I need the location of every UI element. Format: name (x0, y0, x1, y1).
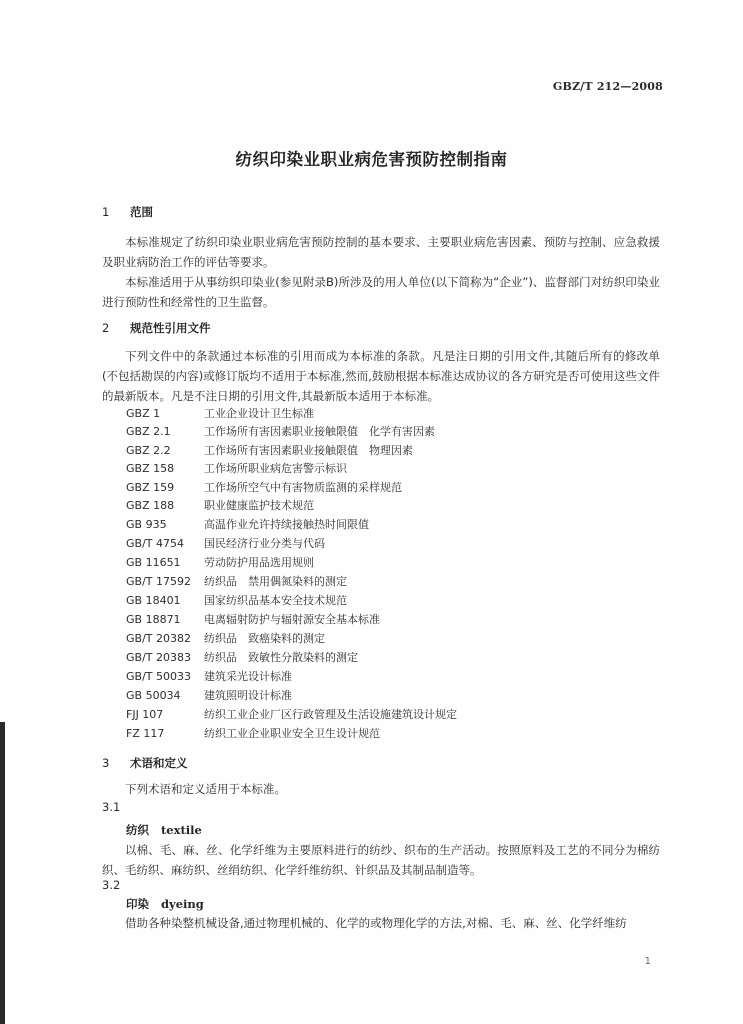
reference-code: GB 18401 (126, 594, 181, 607)
reference-title: 职业健康监护技术规范 (204, 499, 314, 512)
reference-item (126, 650, 358, 665)
section-2-paragraph: 下列文件中的条款通过本标准的引用而成为本标准的条款。凡是注日期的引用文件,其随后所有的修改单(不包括勘误的内容)或修订版均不适用于本标准,然而,鼓励根据本标准达成协议的各方研究是否可使用这些文件的最新版本。凡是不注日期的引用文件,其最新版本适用于本标准。 (102, 349, 660, 403)
term-chinese: 纺织 (126, 823, 149, 837)
reference-code: GB/T 20383 (126, 651, 191, 664)
reference-item (126, 593, 347, 608)
reference-item (126, 480, 402, 495)
page-number: 1 (644, 956, 651, 967)
reference-item (126, 555, 314, 570)
reference-title: 工作场所空气中有害物质监测的采样规范 (204, 481, 402, 494)
term-definition: 以棉、毛、麻、丝、化学纤维为主要原料进行的纺纱、织布的生产活动。按照原料及工艺的不同分为棉纺织、毛纺织、麻纺织、丝绢纺织、化学纤维纺织、针织品及其制品制造等。 (102, 843, 660, 877)
standard-number: GBZ/T 212—2008 (552, 80, 663, 93)
reference-item (126, 517, 369, 532)
term-number: 3.2 (102, 878, 121, 892)
reference-title: 纺织工业企业职业安全卫生设计规范 (204, 727, 380, 740)
section-number: 2 (102, 321, 110, 335)
scan-edge-shadow (0, 722, 5, 1024)
reference-title: 高温作业允许持续接触热时间限值 (204, 518, 369, 531)
section-title: 术语和定义 (130, 756, 188, 770)
document-title: 纺织印染业职业病危害预防控制指南 (235, 150, 508, 169)
reference-title: 建筑照明设计标准 (204, 689, 292, 702)
term-number: 3.1 (102, 800, 121, 814)
reference-title: 国民经济行业分类与代码 (204, 537, 325, 550)
reference-title: 工作场所有害因素职业接触限值 物理因素 (204, 444, 413, 457)
reference-code: GBZ 1 (126, 407, 161, 420)
reference-item (126, 707, 457, 722)
term-definition: 借助各种染整机械设备,通过物理机械的、化学的或物理化学的方法,对棉、毛、麻、丝、化学纤维纺 (125, 916, 627, 930)
reference-item (126, 406, 314, 421)
reference-title: 纺织品 致癌染料的测定 (204, 632, 325, 645)
reference-item (126, 726, 380, 741)
section-2-heading (102, 320, 211, 336)
reference-code: FZ 117 (126, 727, 165, 740)
term-heading (126, 896, 204, 912)
reference-title: 国家纺织品基本安全技术规范 (204, 594, 347, 607)
reference-code: GBZ 158 (126, 462, 175, 475)
term-english: textile (161, 823, 202, 837)
reference-item (126, 574, 347, 589)
reference-code: GBZ 188 (126, 499, 175, 512)
section-number: 3 (102, 756, 110, 770)
reference-title: 建筑采光设计标准 (204, 670, 292, 683)
section-title: 规范性引用文件 (130, 321, 211, 335)
reference-item (126, 424, 435, 439)
reference-code: GB 11651 (126, 556, 181, 569)
reference-code: GB 18871 (126, 613, 181, 626)
reference-title: 工作场所职业病危害警示标识 (204, 462, 347, 475)
reference-code: GB 50034 (126, 689, 181, 702)
reference-code: GB/T 50033 (126, 670, 191, 683)
section-title: 范围 (130, 205, 153, 219)
section-3-heading (102, 755, 188, 771)
reference-title: 电离辐射防护与辐射源安全基本标准 (204, 613, 380, 626)
reference-item (126, 443, 413, 458)
term-heading (126, 822, 202, 838)
reference-item (126, 498, 314, 513)
reference-code: GBZ 2.1 (126, 425, 171, 438)
reference-title: 工作场所有害因素职业接触限值 化学有害因素 (204, 425, 435, 438)
reference-title: 劳动防护用品选用规则 (204, 556, 314, 569)
reference-item (126, 669, 292, 684)
reference-item (126, 536, 325, 551)
reference-title: 纺织品 致敏性分散染料的测定 (204, 651, 358, 664)
section-1-paragraph-1: 本标准规定了纺织印染业职业病危害预防控制的基本要求、主要职业病危害因素、预防与控制、应急救援及职业病防治工作的评估等要求。 (102, 235, 660, 269)
reference-code: FJJ 107 (126, 708, 164, 721)
reference-item (126, 612, 380, 627)
reference-title: 纺织工业企业厂区行政管理及生活设施建筑设计规定 (204, 708, 457, 721)
reference-code: GB/T 4754 (126, 537, 184, 550)
reference-code: GBZ 159 (126, 481, 175, 494)
term-english: dyeing (161, 897, 204, 911)
reference-title: 纺织品 禁用偶氮染料的测定 (204, 575, 347, 588)
section-1-heading (102, 204, 153, 220)
reference-item (126, 631, 325, 646)
reference-code: GB/T 20382 (126, 632, 191, 645)
term-chinese: 印染 (126, 897, 149, 911)
section-1-paragraph-2: 本标准适用于从事纺织印染业(参见附录B)所涉及的用人单位(以下简称为“企业”)、监督部门对纺织印染业进行预防性和经常性的卫生监督。 (102, 275, 660, 309)
reference-item (126, 688, 292, 703)
reference-code: GBZ 2.2 (126, 444, 171, 457)
section-number: 1 (102, 205, 110, 219)
section-3-intro: 下列术语和定义适用于本标准。 (125, 782, 286, 796)
reference-item (126, 461, 347, 476)
reference-title: 工业企业设计卫生标准 (204, 407, 314, 420)
reference-code: GB 935 (126, 518, 167, 531)
reference-code: GB/T 17592 (126, 575, 191, 588)
